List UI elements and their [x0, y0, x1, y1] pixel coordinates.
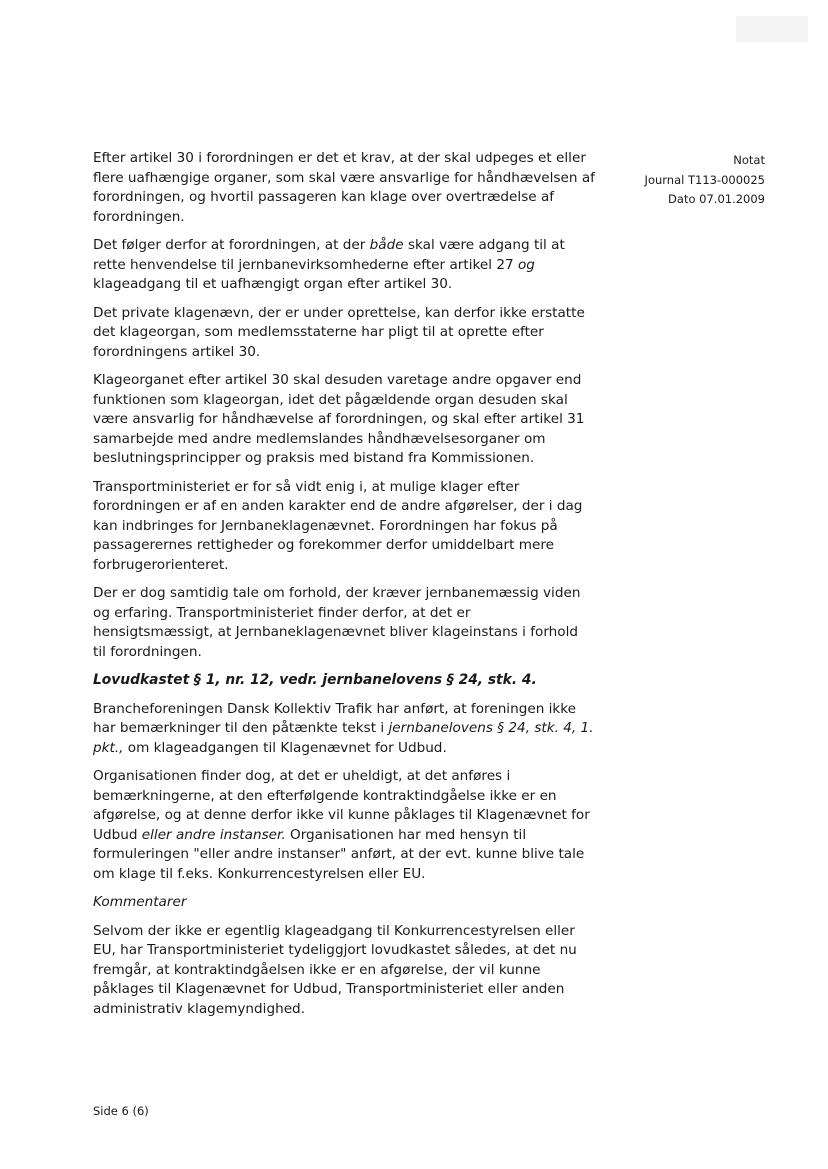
text-run: Organisationen har med hensyn til formuleringen "eller andre instanser" anført, at der evt. kunne blive tale om klage til f.eks. Konkurrencestyrelsen eller EU.: [93, 826, 585, 882]
text-run: Organisationen finder dog, at det er uheldigt, at det anføres i bemærkningerne, at den efterfølgende kontraktindgåelse ikke er en afgørelse, og at denne derfor ikke vil kunne påklages til Klagenævnet for Udbud: [93, 768, 590, 843]
journal-number: Journal T113-000025: [644, 172, 765, 187]
document-body: [93, 149, 595, 1028]
paragraph: Efter artikel 30 i forordningen er det et krav, at der skal udpeges et eller flere uafhængige organer, som skal være ansvarlige for håndhævelsen af forordningen, og hvortil passageren kan klage over overtrædelse af forordningen.: [93, 150, 595, 225]
doc-type: Notat: [733, 153, 765, 167]
text-run: klageadgang til et uafhængigt organ efter artikel 30.: [93, 276, 453, 292]
paragraph: Klageorganet efter artikel 30 skal desuden varetage andre opgaver end funktionen som klageorgan, idet det pågældende organ desuden skal være ansvarlig for håndhævelse af forordningen, og skal efter artikel 31 samarbejde med andre medlemslandes håndhævelsesorganer om beslutningsprincipper og praksis med bistand fra Kommissionen.: [93, 372, 585, 466]
text-run: Det følger derfor at forordningen, at der: [93, 237, 370, 253]
emphasis: både: [369, 237, 404, 253]
paragraph: Der er dog samtidig tale om forhold, der kræver jernbanemæssig viden og erfaring. Transportministeriet finder derfor, at det er hensigtsmæssigt, at Jernbaneklagenævnet bliver klageinstans i forhold til forordningen.: [93, 585, 581, 660]
emphasis: og: [517, 256, 535, 273]
paragraph: [93, 236, 595, 295]
text-run: om klageadgangen til Klagenævnet for Udbud.: [123, 739, 447, 756]
paragraph: Selvom der ikke er egentlig klageadgang til Konkurrencestyrelsen eller EU, har Transportministeriet tydeliggjort lovudkastet således, at det nu fremgår, at kontraktindgåelsen ikke er en afgørelse, der vil kunne påklages til Klagenævnet for Udbud, Transportministeriet eller anden administrativ klagemyndighed.: [93, 922, 577, 1017]
paragraph: [93, 767, 595, 884]
emphasis: eller andre instanser.: [141, 826, 286, 843]
comments-label: Kommentarer: [93, 894, 187, 910]
paragraph: Transportministeriet er for så vidt enig i, at mulige klager efter forordningen er af en anden karakter end de andre afgørelser, der i dag kan indbringes for Jernbaneklagenævnet. Forordningen har fokus på passagerernes rettigheder og forekommer derfor umiddelbart mere forbrugerorienteret.: [93, 478, 583, 573]
document-date: Dato 07.01.2009: [668, 192, 765, 206]
text-run: skal være adgang til at rette henvendelse til jernbanevirksomhederne efter artikel 27: [93, 237, 565, 273]
text-run: Brancheforeningen Dansk Kollektiv Trafik har anført, at foreningen ikke har bemærkninger til den påtænkte tekst i: [93, 700, 577, 736]
emphasis: jernbanelovens § 24, stk. 4, 1. pkt.,: [93, 720, 594, 756]
paragraph: [93, 700, 595, 759]
section-heading: Lovudkastet § 1, nr. 12, vedr. jernbanelovens § 24, stk. 4.: [93, 672, 537, 688]
scan-artifact: [736, 16, 808, 42]
page-number: Side 6 (6): [93, 1104, 149, 1118]
paragraph: Det private klagenævn, der er under oprettelse, kan derfor ikke erstatte det klageorgan, som medlemsstaterne har pligt til at oprette efter forordningens artikel 30.: [93, 304, 585, 360]
